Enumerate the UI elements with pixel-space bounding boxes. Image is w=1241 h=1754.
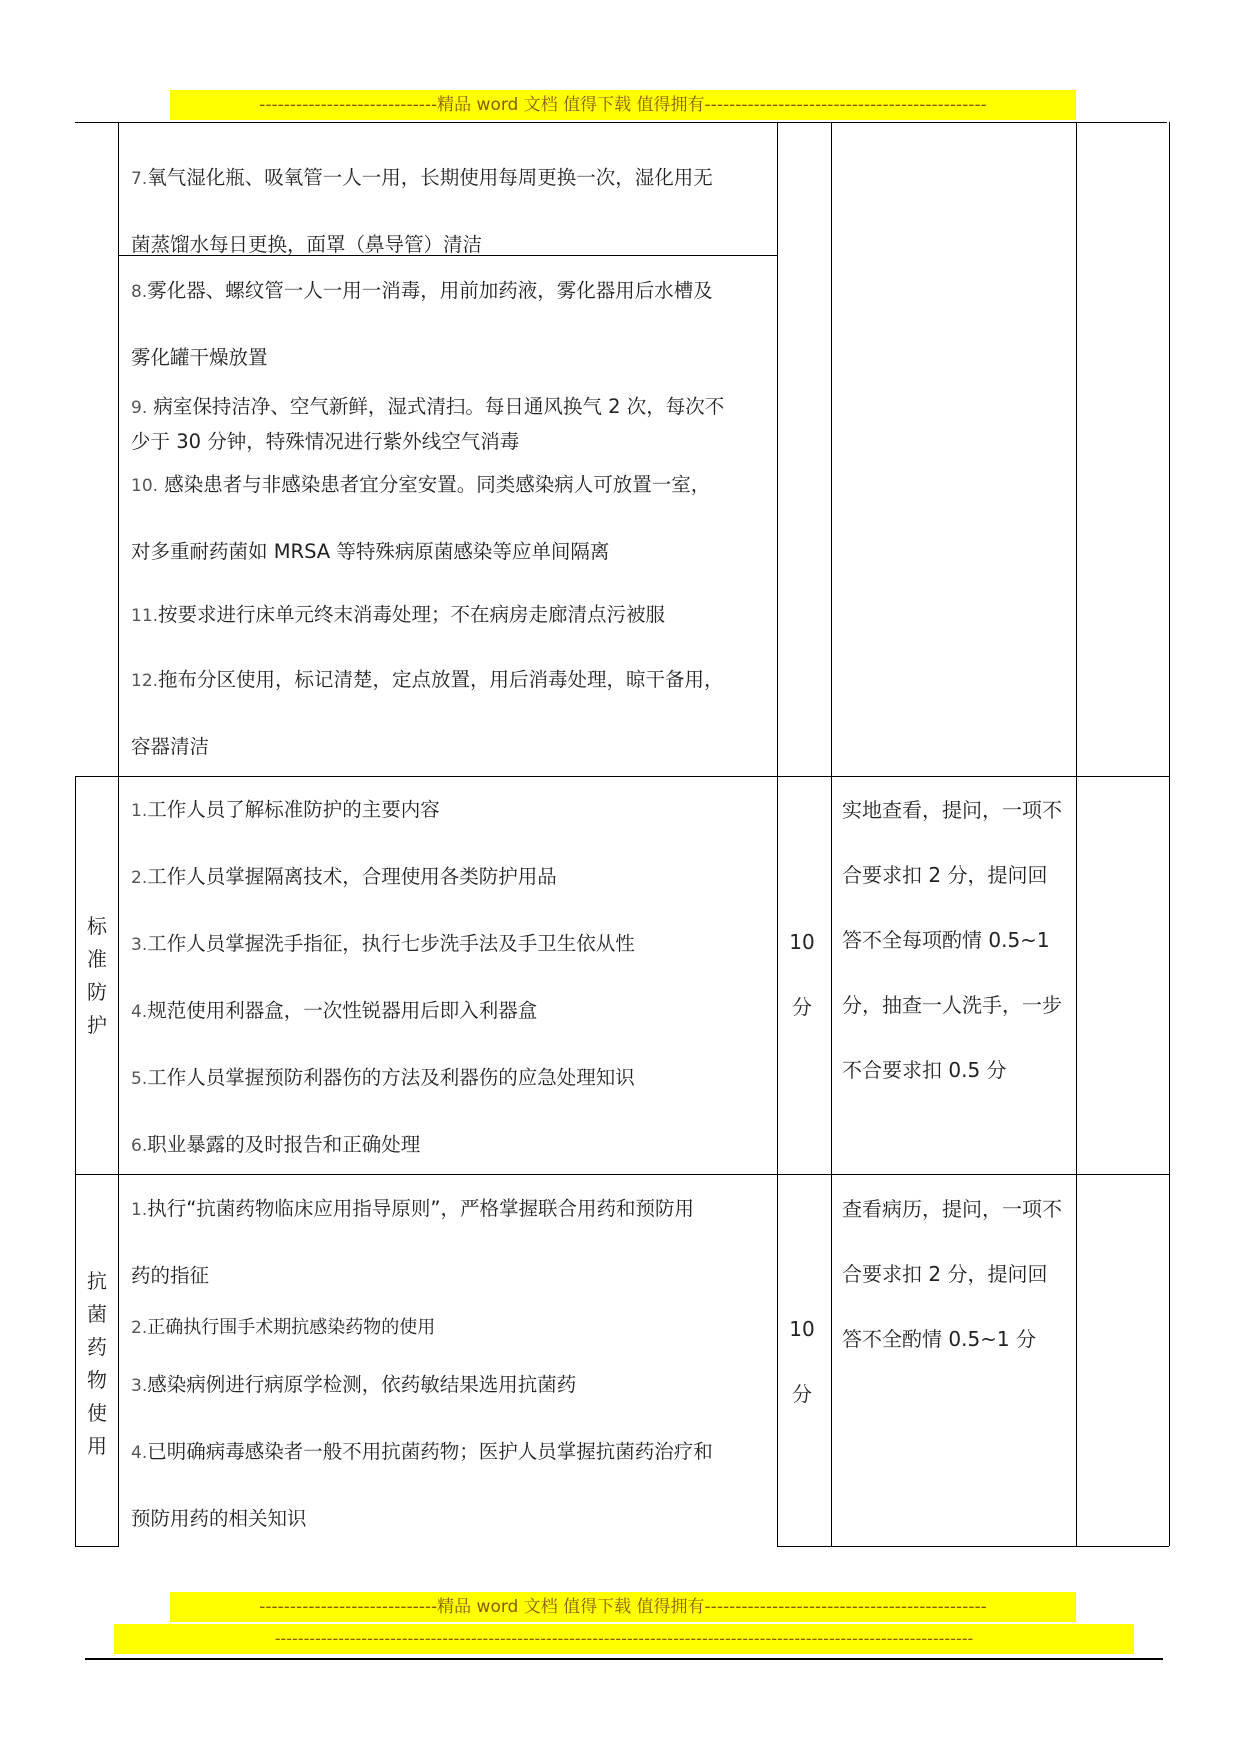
list-item: 1.执行“抗菌药物临床应用指导原则”，严格掌握联合用药和预防用 药的指征 bbox=[131, 1197, 694, 1287]
score-cell: 10 分 bbox=[789, 1317, 815, 1406]
list-item: 7.氧气湿化瓶、吸氧管一人一用，长期使用每周更换一次，湿化用无 菌蒸馏水每日更换，面罩（鼻导管）清洁 bbox=[131, 166, 713, 256]
footer-rule bbox=[85, 1658, 1163, 1660]
method-cell: 查看病历，提问，一项不 合要求扣 2 分，提问回 答不全酌情 0.5~1 分 bbox=[842, 1197, 1062, 1351]
table-col-divider bbox=[831, 122, 832, 1546]
list-item: 8.雾化器、螺纹管一人一用一消毒，用前加药液，雾化器用后水槽及 雾化罐干燥放置 bbox=[131, 279, 713, 369]
category-text: 抗菌药物使用 bbox=[87, 1269, 107, 1458]
footer-banner: -----------------------------精品 word 文档 值得下载 值得拥有---------------------------------------------- bbox=[170, 1592, 1076, 1622]
table-border-right bbox=[1169, 122, 1170, 1546]
category-label bbox=[75, 1265, 119, 1463]
footer-dash-banner: ------------------------------------------------------------------------------------------------------------------------- bbox=[114, 1624, 1134, 1654]
list-item: 9. 病室保持洁净、空气新鲜，湿式清扫。每日通风换气 2 次，每次不 少于 30 分钟，特殊情况进行紫外线空气消毒 bbox=[131, 395, 725, 453]
list-item: 1.工作人员了解标准防护的主要内容 2.工作人员掌握隔离技术，合理使用各类防护用品 3.工作人员掌握洗手指征，执行七步洗手法及手卫生依从性 4.规范使用利器盒，一次性锐器用后即入利器盒 5.工作人员掌握预防利器伤的方法及利器伤的应急处理知识 6.职业暴露的及时报告和正确处理 bbox=[131, 798, 635, 1156]
list-item: 3.感染病例进行病原学检测，依药敏结果选用抗菌药 4.已明确病毒感染者一般不用抗菌药物；医护人员掌握抗菌药治疗和 预防用药的相关知识 bbox=[131, 1373, 713, 1530]
table-border-bottom bbox=[75, 1546, 119, 1547]
list-item: 12.拖布分区使用，标记清楚，定点放置，用后消毒处理，晾干备用， 容器清洁 bbox=[131, 668, 724, 758]
header-banner: -----------------------------精品 word 文档 值得下载 值得拥有---------------------------------------------- bbox=[170, 90, 1076, 120]
list-item: 10. 感染患者与非感染患者宜分室安置。同类感染病人可放置一室， 对多重耐药菌如 MRSA 等特殊病原菌感染等应单间隔离 bbox=[131, 473, 711, 563]
table-border-bottom bbox=[777, 1546, 1169, 1547]
category-label bbox=[75, 910, 119, 1042]
score-cell: 10 分 bbox=[789, 930, 815, 1019]
list-item: 11.按要求进行床单元终末消毒处理；不在病房走廊清点污被服 bbox=[131, 603, 666, 626]
table-col-divider bbox=[1076, 122, 1077, 1546]
method-cell: 实地查看，提问，一项不 合要求扣 2 分，提问回 答不全每项酌情 0.5~1 分，抽查一人洗手，一步 不合要求扣 0.5 分 bbox=[842, 798, 1062, 1082]
category-text: 标准防护 bbox=[87, 914, 107, 1037]
list-item: 2.正确执行围手术期抗感染药物的使用 bbox=[131, 1317, 436, 1338]
